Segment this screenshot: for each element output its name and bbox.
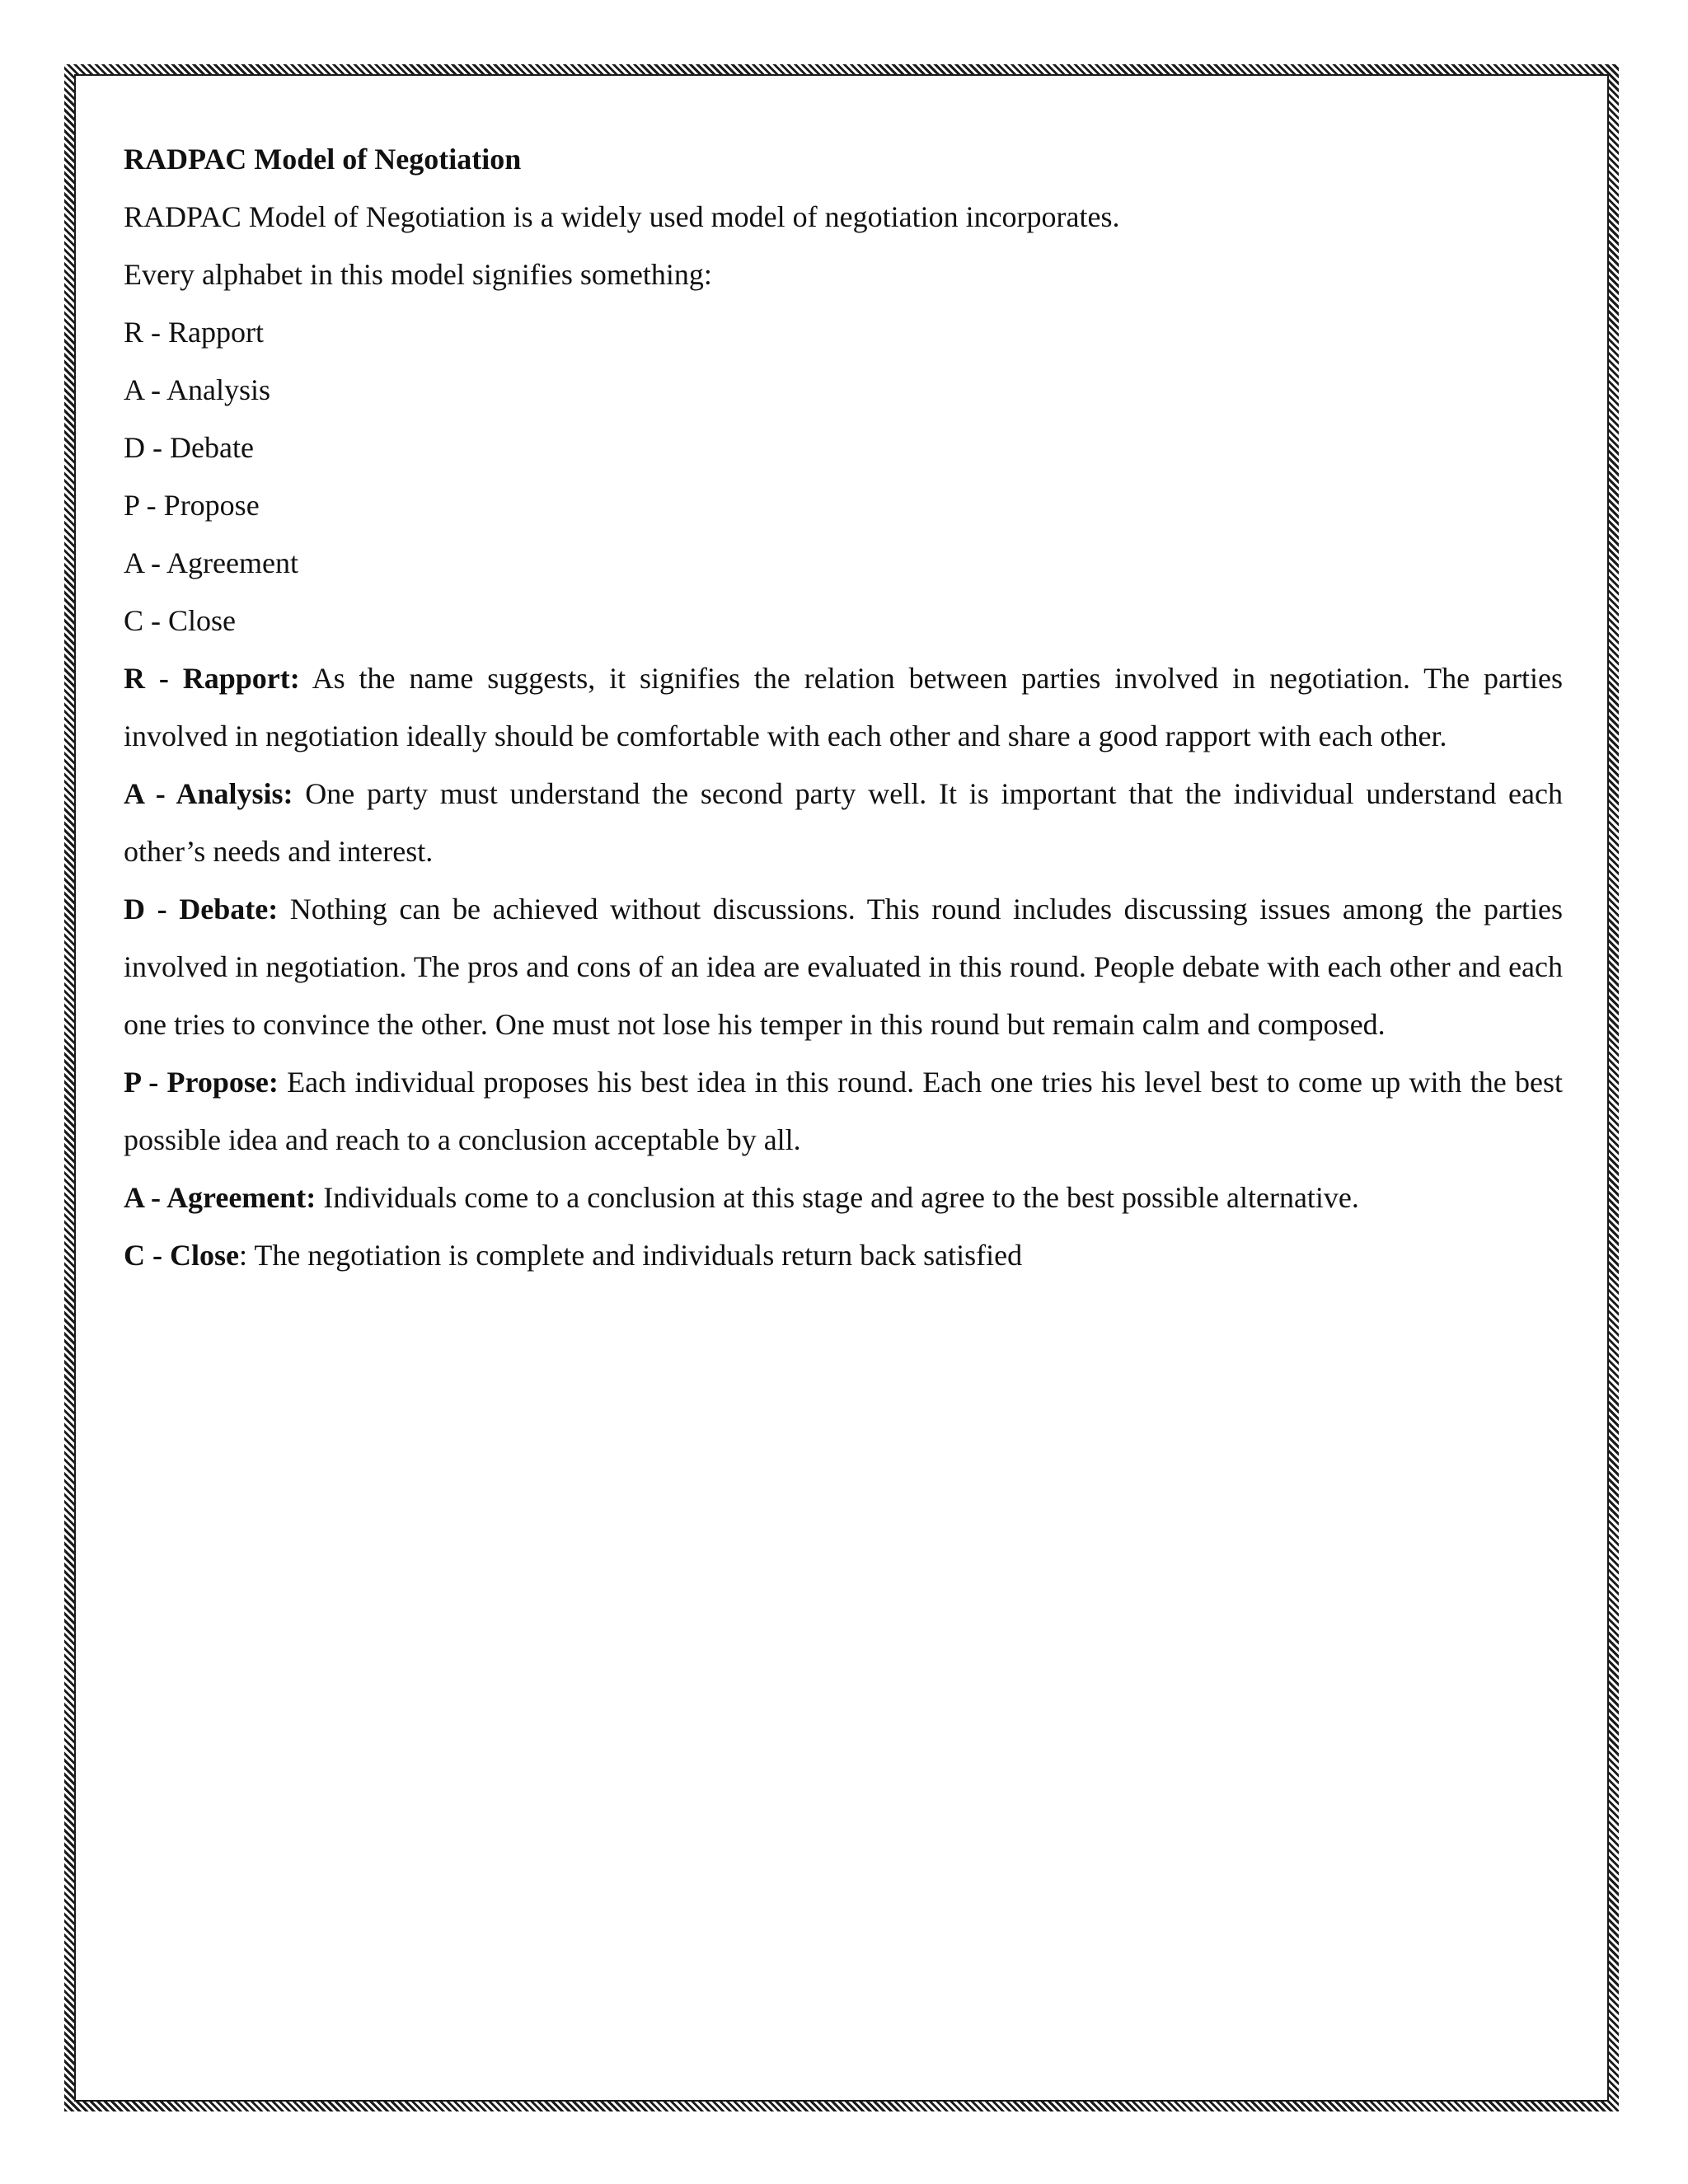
- section-term: A - Analysis:: [124, 777, 293, 810]
- list-item: D - Debate: [124, 431, 254, 464]
- section-close: [124, 1226, 1563, 1284]
- section-analysis: [124, 765, 1563, 880]
- section-text: As the name suggests, it signifies the relation between parties involved in negotiation. The parties involved in negotiation ideally should be comfortable with each other and share a good rapport with each other.: [124, 662, 1563, 752]
- list-item: A - Analysis: [124, 373, 271, 406]
- section-propose: [124, 1053, 1563, 1169]
- document-title: RADPAC Model of Negotiation: [124, 143, 522, 176]
- section-text: Individuals come to a conclusion at this stage and agree to the best possible alternative.: [316, 1181, 1359, 1214]
- section-debate: [124, 880, 1563, 1053]
- section-term: D - Debate:: [124, 893, 279, 926]
- section-term: P - Propose:: [124, 1066, 279, 1099]
- list-item: P - Propose: [124, 489, 260, 522]
- section-text: : The negotiation is complete and individuals return back satisfied: [238, 1239, 1023, 1272]
- section-rapport: [124, 649, 1563, 765]
- signifies-line: Every alphabet in this model signifies something:: [124, 258, 712, 291]
- document-body: [124, 130, 1563, 1284]
- intro-line: RADPAC Model of Negotiation is a widely used model of negotiation incorporates.: [124, 200, 1120, 233]
- list-item: C - Close: [124, 604, 237, 637]
- section-text: One party must understand the second party well. It is important that the individual understand each other’s needs and interest.: [124, 777, 1563, 868]
- section-term: A - Agreement:: [124, 1181, 316, 1214]
- section-text: Each individual proposes his best idea in this round. Each one tries his level best to come up with the best possible idea and reach to a conclusion acceptable by all.: [124, 1066, 1564, 1156]
- list-item: A - Agreement: [124, 546, 298, 579]
- section-term: C - Close: [124, 1239, 239, 1272]
- section-term: R - Rapport:: [124, 662, 300, 695]
- section-agreement: [124, 1169, 1563, 1226]
- list-item: R - Rapport: [124, 316, 264, 349]
- section-text: Nothing can be achieved without discussions. This round includes discussing issues among the parties involved in negotiation. The pros and cons of an idea are evaluated in this round. People debate with each other and each one tries to convince the other. One must not lose his temper in this round but remain calm and composed.: [124, 893, 1563, 1041]
